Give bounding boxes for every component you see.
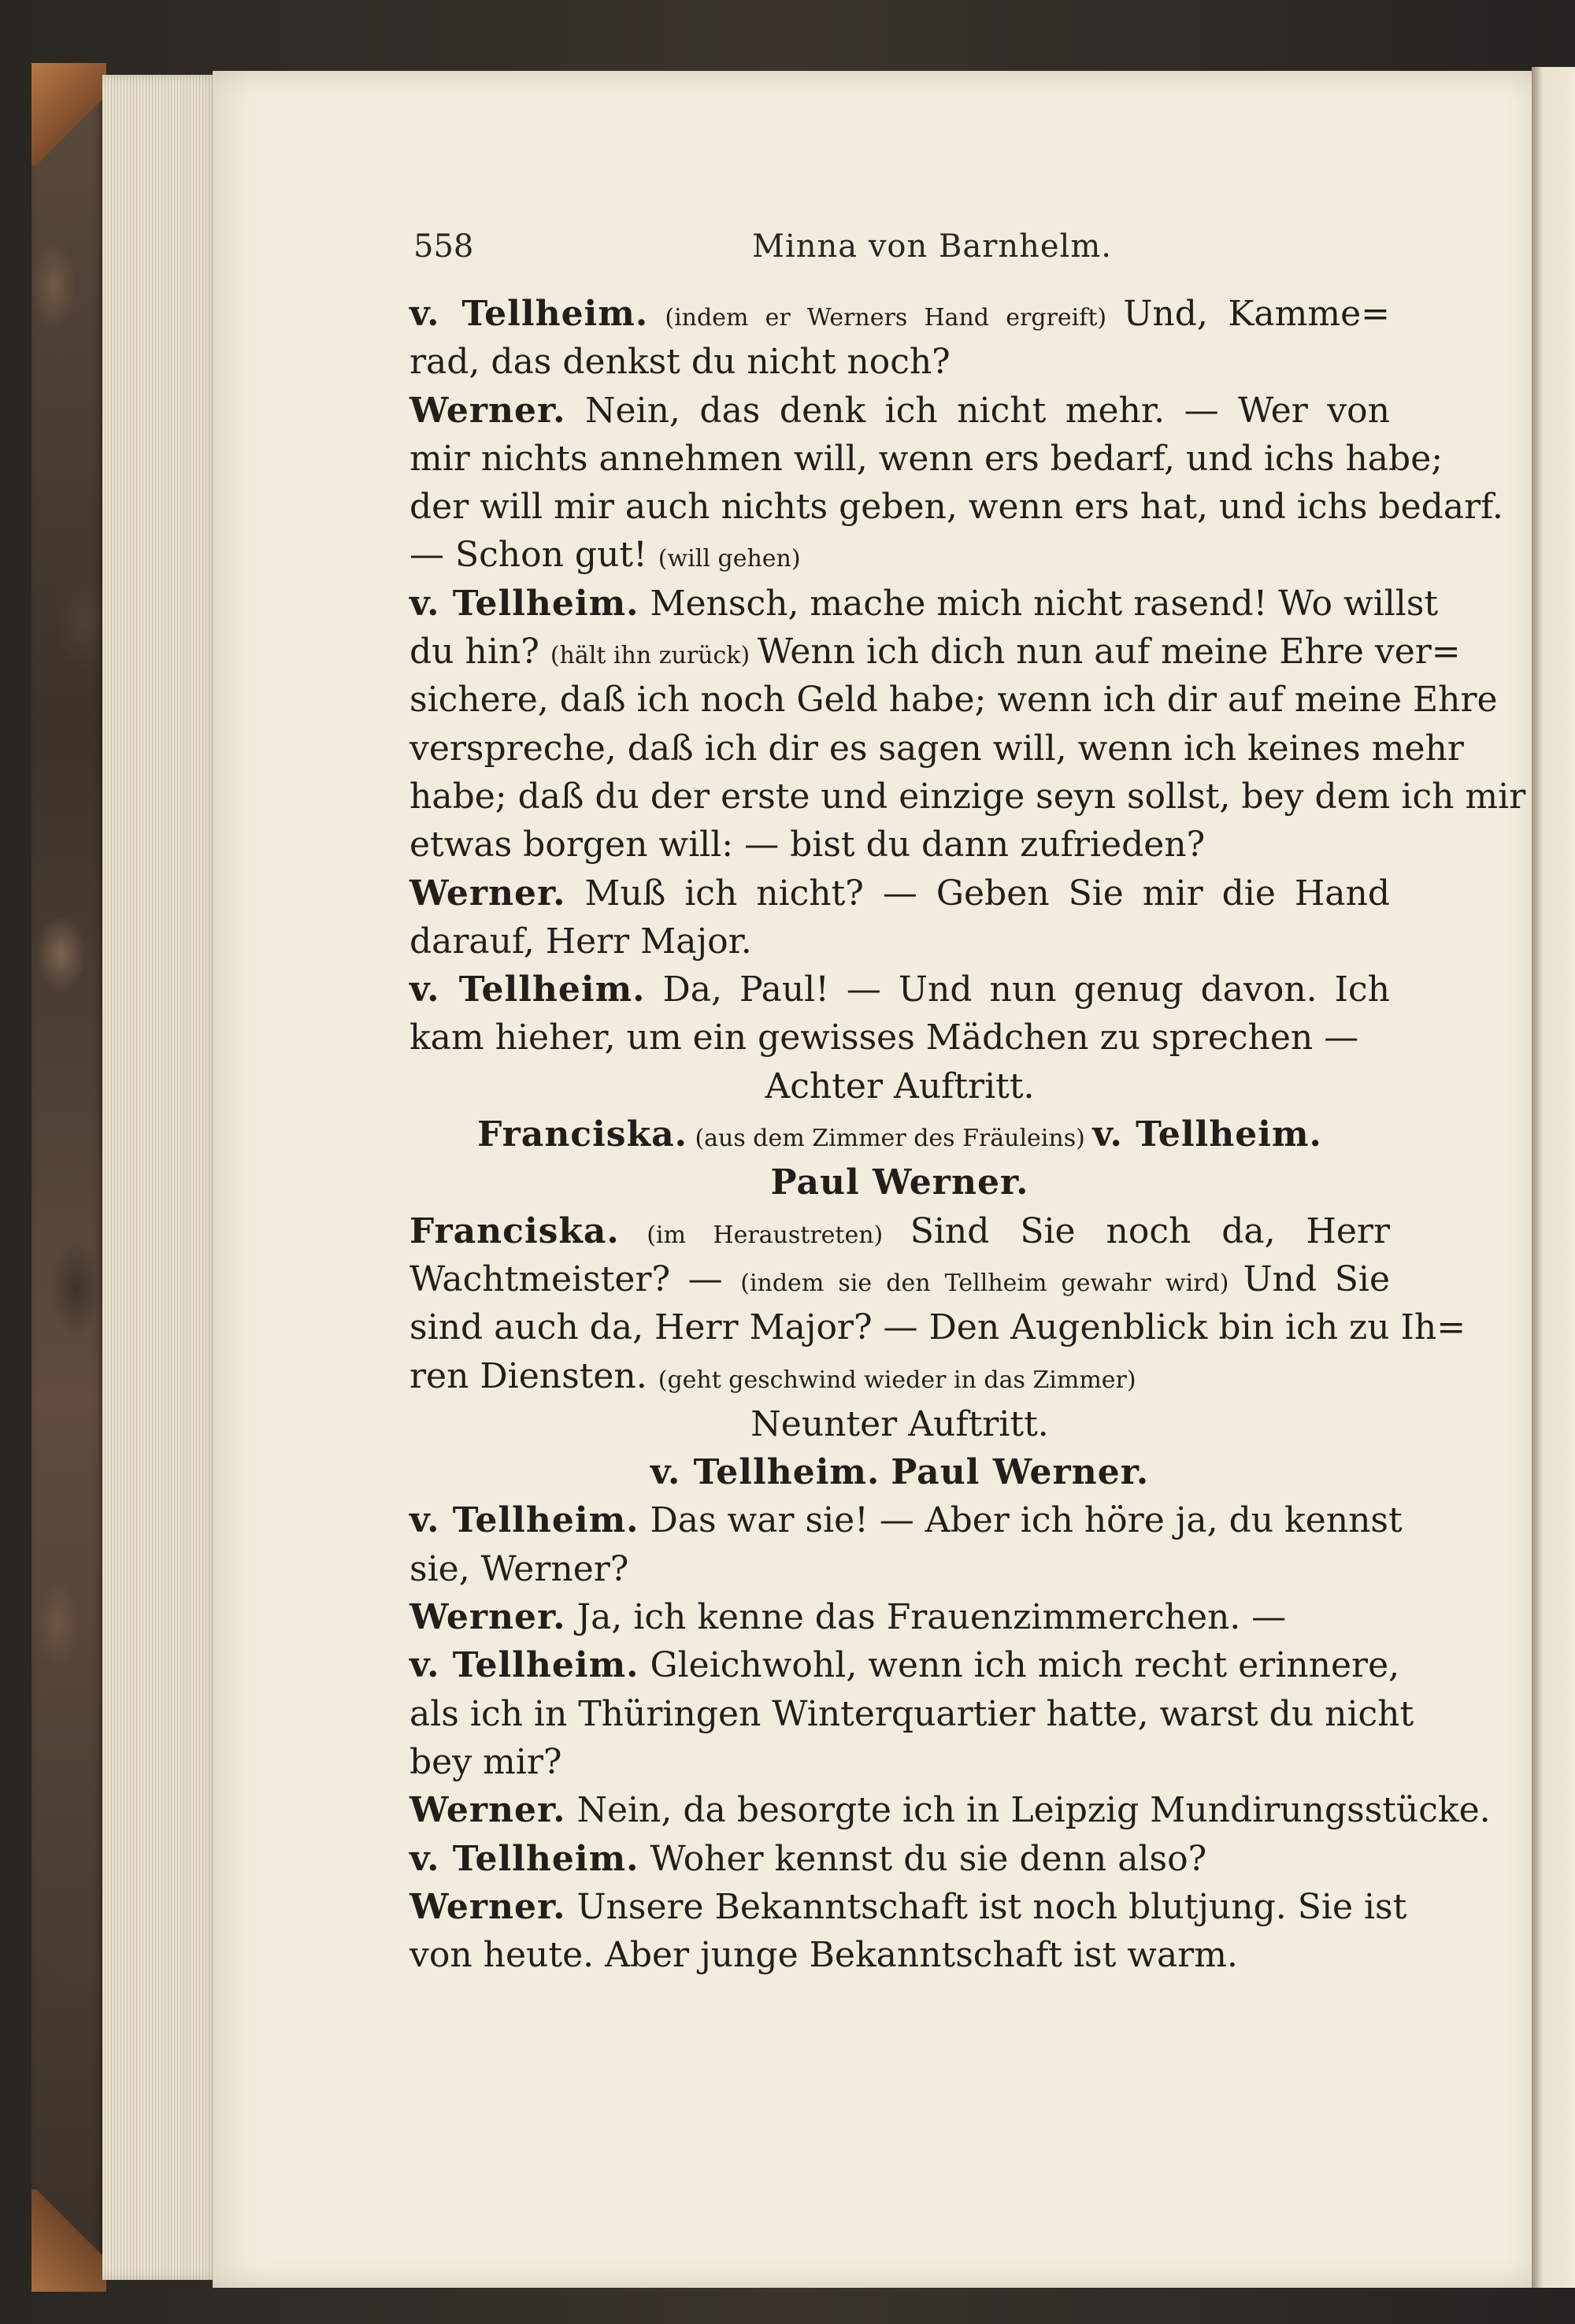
- dialogue-text: sichere, daß ich noch Geld habe; wenn ich dir auf meine Ehre: [410, 680, 1498, 721]
- text-line: [410, 1545, 1390, 1593]
- page-number: 558: [413, 228, 474, 265]
- text-line: [410, 1931, 1390, 1979]
- stage-direction: (hält ihn zurück): [550, 642, 758, 670]
- speaker-name: Paul Werner.: [891, 1452, 1150, 1493]
- scene-heading-line: [410, 1400, 1390, 1448]
- text-line: [410, 1255, 1390, 1303]
- dialogue-text: Muß ich nicht? — Geben Sie mir die Hand: [565, 873, 1390, 914]
- page-edges: [102, 75, 220, 2280]
- text-line: [410, 1352, 1390, 1400]
- dialogue-text: kam hieher, um ein gewisses Mädchen zu sprechen —: [410, 1017, 1359, 1058]
- dialogue-text: Mensch, mache mich nicht rasend! Wo willst: [639, 583, 1439, 624]
- dialogue-text: mir nichts annehmen will, wenn ers bedarf, und ichs habe;: [410, 438, 1443, 479]
- speaker-name: v. Tellheim.: [410, 1500, 639, 1541]
- stage-direction: (indem sie den Tellheim gewahr wird): [740, 1269, 1243, 1297]
- speaker-name: v. Tellheim.: [410, 969, 646, 1010]
- dialogue-text: Und Sie: [1243, 1258, 1391, 1299]
- text-line: [410, 628, 1461, 676]
- dialogue-text: etwas borgen will: — bist du dann zufrieden?: [410, 825, 1206, 865]
- text-line: [410, 580, 1439, 628]
- text-line: [410, 1496, 1403, 1544]
- speaker-name: Werner.: [410, 390, 566, 431]
- scene-heading-line: [410, 1110, 1390, 1158]
- dialogue-text: Wachtmeister? —: [410, 1258, 741, 1299]
- running-title: Minna von Barnhelm.: [752, 228, 1112, 265]
- stage-direction: (indem er Werners Hand ergreift): [648, 304, 1124, 332]
- speaker-name: Werner.: [410, 873, 566, 914]
- speaker-name: v. Tellheim.: [410, 1645, 639, 1686]
- text-line: [410, 1835, 1390, 1883]
- stage-direction: (aus dem Zimmer des Fräuleins): [687, 1125, 1093, 1153]
- text-line: [410, 966, 1390, 1014]
- dialogue-text: Gleichwohl, wenn ich mich recht erinnere,: [639, 1645, 1400, 1686]
- scene-heading-line: [410, 1062, 1390, 1110]
- text-line: [410, 1883, 1407, 1931]
- text-line: [410, 821, 1390, 869]
- dialogue-text: von heute. Aber junge Bekanntschaft ist warm.: [410, 1935, 1238, 1976]
- dialogue-text: Nein, da besorgte ich in Leipzig Mundirungsstücke.: [565, 1790, 1491, 1831]
- dialogue-text: [880, 1452, 891, 1492]
- dialogue-text: Sind Sie noch da, Herr: [910, 1210, 1390, 1251]
- speaker-name: Werner.: [410, 1886, 566, 1927]
- dialogue-text: rad, das denkst du nicht noch?: [410, 342, 951, 383]
- dialogue-text: habe; daß du der erste und einzige seyn sollst, bey dem ich mir: [410, 776, 1526, 817]
- stage-direction: (will gehen): [658, 545, 801, 573]
- text-line: [410, 773, 1526, 821]
- speaker-name: Franciska.: [477, 1114, 687, 1155]
- speaker-name: Werner.: [410, 1790, 566, 1831]
- text-line: [410, 1641, 1400, 1689]
- speaker-name: v. Tellheim.: [1092, 1114, 1322, 1155]
- dialogue-text: sind auch da, Herr Major? — Den Augenblick bin ich zu Ih=: [410, 1307, 1466, 1348]
- stage-direction: (im Heraustreten): [619, 1221, 910, 1249]
- speaker-name: v. Tellheim.: [410, 294, 649, 334]
- dialogue-text: als ich in Thüringen Winterquartier hatte, warst du nicht: [410, 1693, 1414, 1734]
- dialogue-text: Wenn ich dich nun auf meine Ehre ver=: [757, 632, 1461, 673]
- dialogue-text: Achter Auftritt.: [765, 1066, 1035, 1106]
- dialogue-text: der will mir auch nichts geben, wenn ers hat, und ichs bedarf.: [410, 487, 1503, 528]
- text-line: [410, 869, 1390, 917]
- text-line: [410, 917, 1390, 966]
- text-line: [410, 725, 1464, 773]
- facing-page-edge: [1532, 67, 1575, 2288]
- text-line: [410, 1303, 1466, 1351]
- dialogue-text: Und, Kamme=: [1123, 294, 1391, 334]
- text-line: [410, 1738, 1390, 1786]
- text-line: [410, 1786, 1491, 1834]
- leather-corner-bottom: [32, 2189, 106, 2292]
- scene-heading-line: [410, 1448, 1390, 1496]
- text-line: [410, 483, 1503, 531]
- dialogue-text: bey mir?: [410, 1741, 562, 1782]
- text-line: [410, 290, 1390, 338]
- stage-direction: (geht geschwind wieder in das Zimmer): [658, 1366, 1136, 1394]
- text-line: [410, 1690, 1414, 1738]
- text-line: [410, 338, 1390, 386]
- speaker-name: Paul Werner.: [770, 1162, 1029, 1203]
- leather-corner-top: [32, 63, 106, 165]
- dialogue-text: darauf, Herr Major.: [410, 921, 752, 962]
- dialogue-text: sie, Werner?: [410, 1548, 629, 1589]
- page-header: [413, 228, 1390, 276]
- text-line: [410, 387, 1390, 435]
- body-text: [410, 290, 1526, 1979]
- dialogue-text: Nein, das denk ich nicht mehr. — Wer von: [565, 390, 1390, 431]
- dialogue-text: Neunter Auftritt.: [750, 1403, 1049, 1444]
- dialogue-text: du hin?: [410, 632, 550, 673]
- dialogue-text: verspreche, daß ich dir es sagen will, wenn ich keines mehr: [410, 728, 1464, 769]
- scene-heading-line: [410, 1158, 1390, 1206]
- dialogue-text: Unsere Bekanntschaft ist noch blutjung. Sie ist: [565, 1886, 1407, 1927]
- text-line: [410, 1014, 1390, 1062]
- text-line: [410, 1207, 1390, 1255]
- text-line: [410, 435, 1443, 483]
- speaker-name: v. Tellheim.: [650, 1452, 880, 1493]
- dialogue-text: Woher kennst du sie denn also?: [639, 1838, 1207, 1879]
- dialogue-text: ren Diensten.: [410, 1355, 658, 1396]
- text-line: [410, 531, 1390, 579]
- speaker-name: Franciska.: [410, 1210, 620, 1251]
- speaker-name: Werner.: [410, 1597, 566, 1638]
- speaker-name: v. Tellheim.: [410, 583, 639, 624]
- dialogue-text: — Schon gut!: [410, 535, 658, 576]
- speaker-name: v. Tellheim.: [410, 1838, 639, 1879]
- dialogue-text: Da, Paul! — Und nun genug davon. Ich: [645, 969, 1390, 1010]
- text-line: [410, 676, 1498, 724]
- dialogue-text: Ja, ich kenne das Frauenzimmerchen. —: [565, 1597, 1287, 1638]
- dialogue-text: Das war sie! — Aber ich höre ja, du kennst: [639, 1500, 1403, 1541]
- marbled-cover-edge: [32, 63, 106, 2292]
- text-line: [410, 1593, 1390, 1641]
